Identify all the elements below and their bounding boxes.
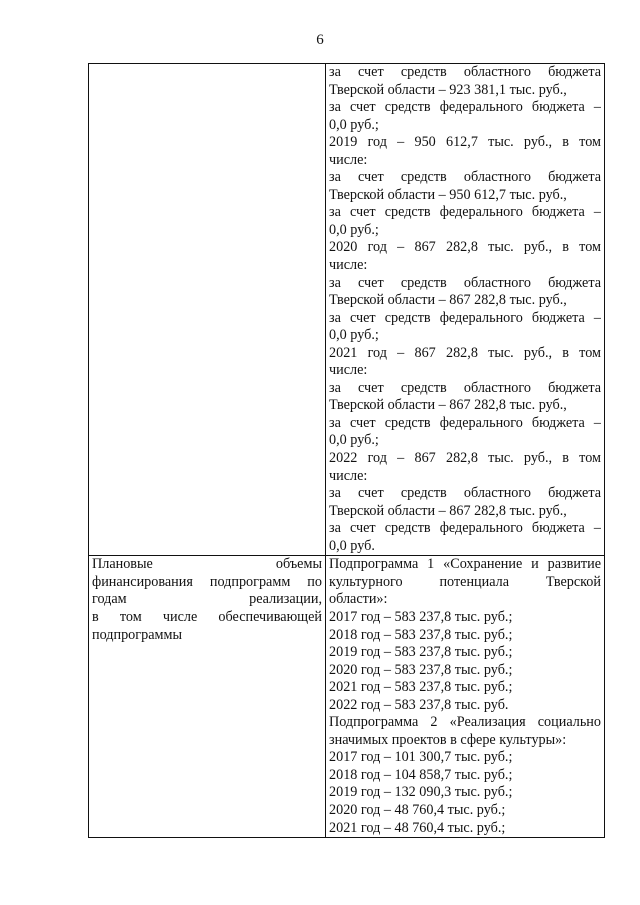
text-line: за счет средств областного бюджета <box>329 169 601 186</box>
text-line: 2020 год – 583 237,8 тыс. руб.; <box>329 661 513 678</box>
text-line: за счет средств областного бюджета <box>329 64 601 80</box>
text-line: Тверской области – 923 381,1 тыс. руб., <box>329 81 567 98</box>
text-line: культурного потенциала Тверской <box>329 573 601 590</box>
text-line: 2019 год – 950 612,7 тыс. руб., в том <box>329 134 601 151</box>
text-line: за счет средств федерального бюджета – <box>329 99 601 116</box>
text-line: Плановые объемы <box>92 556 322 573</box>
text-line: 2021 год – 583 237,8 тыс. руб.; <box>329 679 513 696</box>
text-line: Тверской области – 867 282,8 тыс. руб., <box>329 397 567 414</box>
text-line: Тверской области – 950 612,7 тыс. руб., <box>329 186 567 203</box>
text-line: числе: <box>329 467 368 484</box>
row1-right-cell <box>326 64 605 556</box>
text-line: подпрограммы <box>92 626 182 643</box>
text-line: за счет средств областного бюджета <box>329 274 601 291</box>
text-line: Подпрограмма 2 «Реализация социально <box>329 714 601 731</box>
text-line: 2020 год – 867 282,8 тыс. руб., в том <box>329 239 601 256</box>
text-line: 2018 год – 104 858,7 тыс. руб.; <box>329 766 513 783</box>
text-line: Подпрограмма 1 «Сохранение и развитие <box>329 556 601 573</box>
text-line: 2017 год – 583 237,8 тыс. руб.; <box>329 608 513 625</box>
budget-table <box>88 63 605 838</box>
text-line: области»: <box>329 591 388 608</box>
text-line: 2018 год – 583 237,8 тыс. руб.; <box>329 626 513 643</box>
text-line: 2019 год – 583 237,8 тыс. руб.; <box>329 644 513 661</box>
text-line: за счет средств федерального бюджета – <box>329 414 601 431</box>
text-line: за счет средств федерального бюджета – <box>329 309 601 326</box>
text-line: годам реализации, <box>92 591 322 608</box>
text-line: числе: <box>329 151 368 168</box>
text-line: 2021 год – 48 760,4 тыс. руб.; <box>329 819 506 836</box>
text-line: за счет средств областного бюджета <box>329 485 601 502</box>
text-line: Тверской области – 867 282,8 тыс. руб., <box>329 292 567 309</box>
text-line: Тверской области – 867 282,8 тыс. руб., <box>329 502 567 519</box>
text-line: 2022 год – 583 237,8 тыс. руб. <box>329 696 509 713</box>
text-line: за счет средств областного бюджета <box>329 379 601 396</box>
table-row <box>89 556 605 838</box>
text-line: числе: <box>329 362 368 379</box>
text-line: значимых проектов в сфере культуры»: <box>329 731 567 748</box>
text-line: 2021 год – 867 282,8 тыс. руб., в том <box>329 344 601 361</box>
text-line: числе: <box>329 257 368 274</box>
text-line: финансирования подпрограмм по <box>92 573 322 590</box>
text-line: 2022 год – 867 282,8 тыс. руб., в том <box>329 450 601 467</box>
row1-left-cell <box>89 64 326 556</box>
text-line: 0,0 руб.; <box>329 116 379 133</box>
text-line: 2020 год – 48 760,4 тыс. руб.; <box>329 801 506 818</box>
text-line: 0,0 руб.; <box>329 327 379 344</box>
text-line: 2019 год – 132 090,3 тыс. руб.; <box>329 784 513 801</box>
row2-right-cell <box>326 556 605 838</box>
text-line: за счет средств федерального бюджета – <box>329 520 601 537</box>
text-line: в том числе обеспечивающей <box>92 608 322 625</box>
text-line: за счет средств федерального бюджета – <box>329 204 601 221</box>
text-line: 0,0 руб.; <box>329 221 379 238</box>
text-line: 0,0 руб. <box>329 537 375 554</box>
row2-left-cell <box>89 556 326 838</box>
text-line: 0,0 руб.; <box>329 432 379 449</box>
text-line: 2017 год – 101 300,7 тыс. руб.; <box>329 749 513 766</box>
page-number: 6 <box>316 32 324 48</box>
table-row <box>89 64 605 556</box>
